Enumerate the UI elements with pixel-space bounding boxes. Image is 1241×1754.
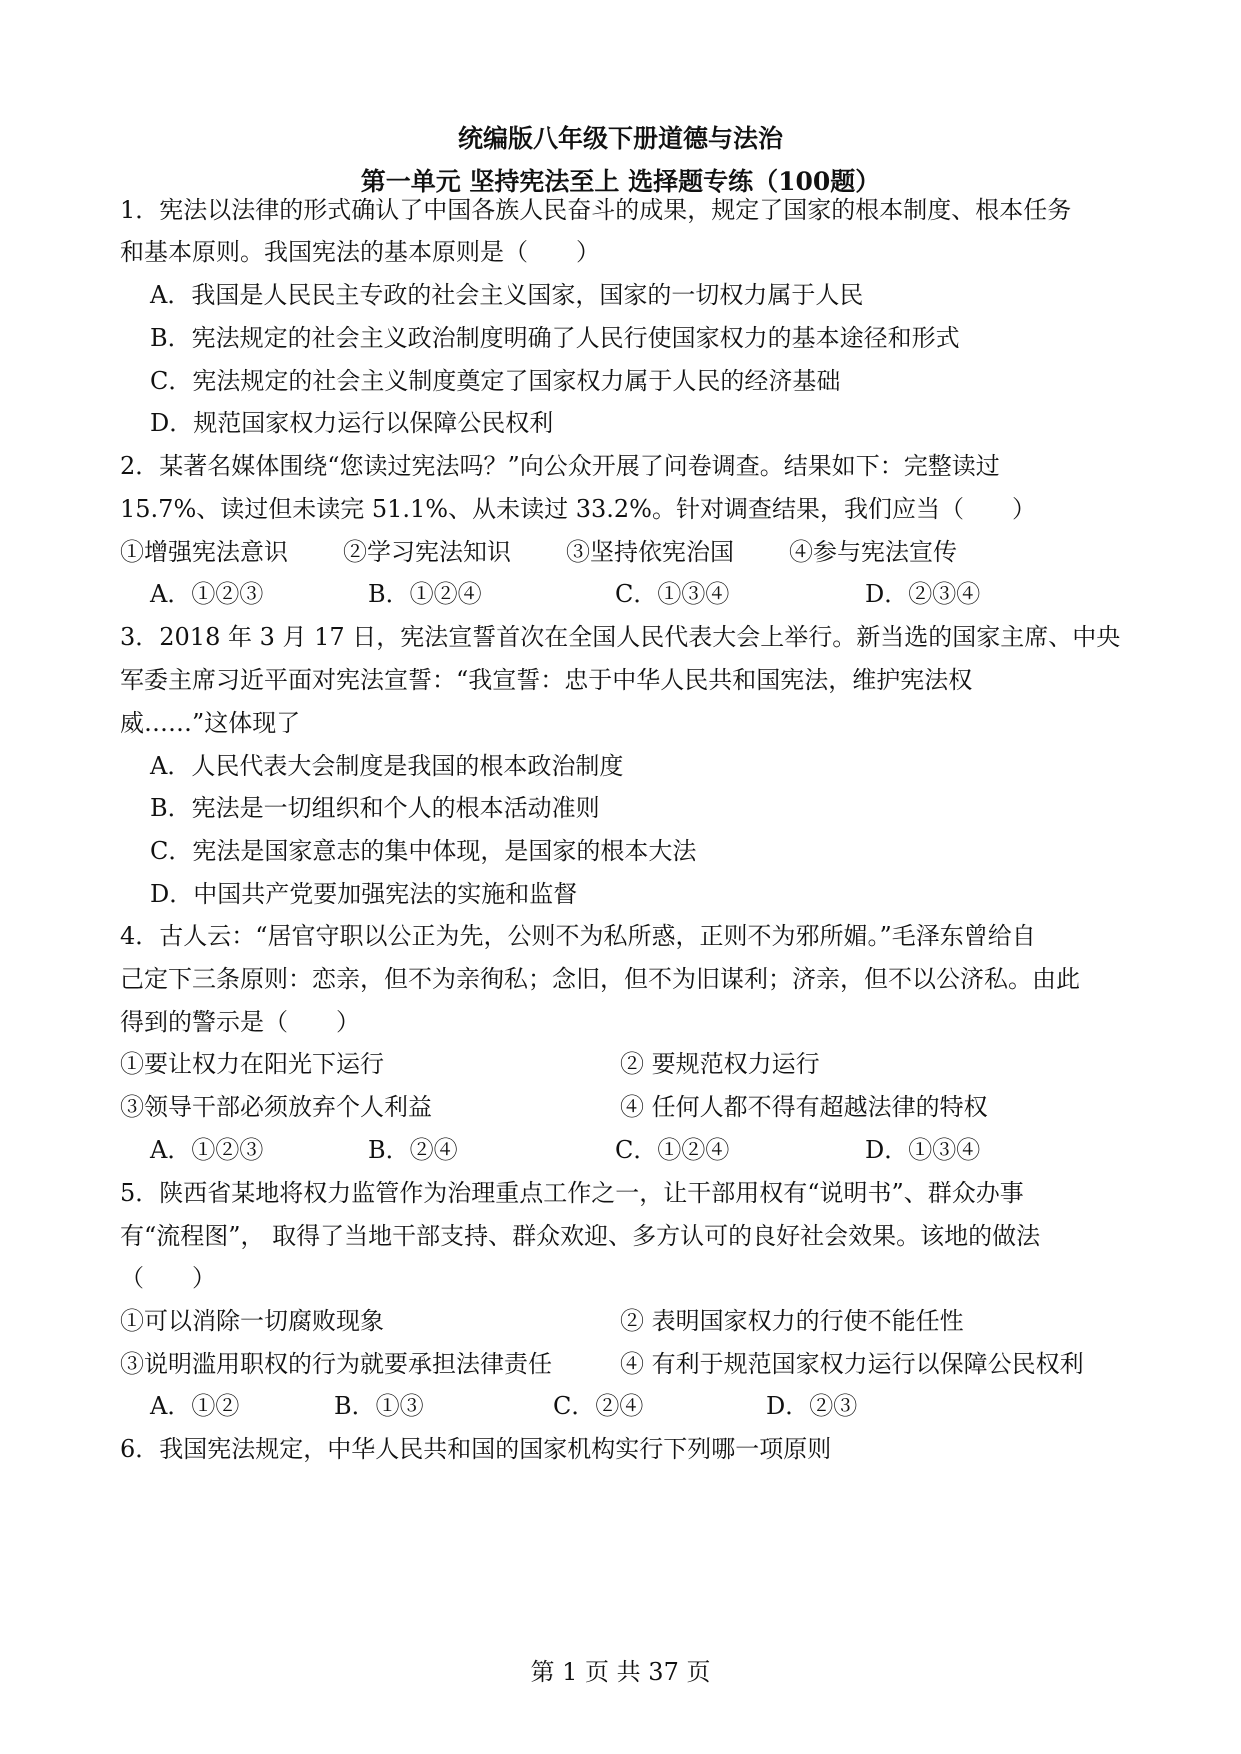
q4-stem-line-1: 4．古人云：“居官守职以公正为先，公则不为私所惑，正则不为邪所媚。”毛泽东曾给自: [120, 922, 1036, 950]
q5-choice-d: D．②③: [766, 1392, 858, 1420]
q3-option-c: C．宪法是国家意志的集中体现，是国家的根本大法: [150, 837, 697, 865]
q3-stem-line-3: 威……”这体现了: [120, 709, 301, 737]
q2-choice-b: B．①②④: [368, 580, 482, 608]
q5-item-3: ③说明滥用职权的行为就要承担法律责任: [120, 1350, 552, 1378]
page-footer: 第 1 页 共 37 页: [530, 1658, 711, 1686]
q5-item-1: ①可以消除一切腐败现象: [120, 1307, 384, 1335]
q5-stem-line-2: 有“流程图”， 取得了当地干部支持、群众欢迎、多方认可的良好社会效果。该地的做法: [120, 1222, 1041, 1250]
q5-choice-c: C．②④: [553, 1392, 644, 1420]
q1-stem-line-2: 和基本原则。我国宪法的基本原则是（ ）: [120, 238, 600, 266]
q5-choice-b: B．①③: [334, 1392, 424, 1420]
document-subtitle: 第一单元 坚持宪法至上 选择题专练（100题）: [360, 167, 881, 196]
q1-option-d: D．规范国家权力运行以保障公民权利: [150, 409, 554, 437]
q2-choice-c: C．①③④: [615, 580, 730, 608]
q2-item-1: ①增强宪法意识: [120, 538, 288, 566]
q3-option-b: B．宪法是一切组织和个人的根本活动准则: [150, 794, 600, 822]
q3-option-a: A．人民代表大会制度是我国的根本政治制度: [150, 752, 624, 780]
q4-item-2: ② 要规范权力运行: [620, 1050, 820, 1078]
q4-choice-c: C．①②④: [615, 1136, 730, 1164]
q4-stem-line-2: 己定下三条原则：恋亲，但不为亲徇私；念旧，但不为旧谋利；济亲，但不以公济私。由此: [120, 965, 1080, 993]
q4-choice-a: A．①②③: [150, 1136, 264, 1164]
q4-stem-line-3: 得到的警示是（ ）: [120, 1008, 360, 1036]
q1-option-c: C．宪法规定的社会主义制度奠定了国家权力属于人民的经济基础: [150, 367, 841, 395]
q4-choice-d: D．①③④: [865, 1136, 981, 1164]
q1-option-a: A．我国是人民民主专政的社会主义国家，国家的一切权力属于人民: [150, 281, 864, 309]
q2-choice-a: A．①②③: [150, 580, 264, 608]
q4-item-1: ①要让权力在阳光下运行: [120, 1050, 384, 1078]
q2-item-2: ②学习宪法知识: [343, 538, 511, 566]
q5-stem-line-3: （ ）: [120, 1264, 216, 1292]
q5-item-2: ② 表明国家权力的行使不能任性: [620, 1307, 964, 1335]
q1-stem-line-1: 1．宪法以法律的形式确认了中国各族人民奋斗的成果，规定了国家的根本制度、根本任务: [120, 196, 1072, 224]
q2-stem-line-1: 2．某著名媒体围绕“您读过宪法吗？”向公众开展了问卷调查。结果如下：完整读过: [120, 452, 1000, 480]
q2-item-4: ④参与宪法宣传: [789, 538, 957, 566]
q5-item-4: ④ 有利于规范国家权力运行以保障公民权利: [620, 1350, 1084, 1378]
q2-choice-d: D．②③④: [865, 580, 981, 608]
q3-option-d: D．中国共产党要加强宪法的实施和监督: [150, 880, 578, 908]
q3-stem-line-1: 3．2018 年 3 月 17 日，宪法宣誓首次在全国人民代表大会上举行。新当选的国家主席、中央: [120, 623, 1121, 651]
q4-item-3: ③领导干部必须放弃个人利益: [120, 1093, 432, 1121]
q2-item-3: ③坚持依宪治国: [566, 538, 734, 566]
q2-stem-line-2: 15.7%、读过但未读完 51.1%、从未读过 33.2%。针对调查结果，我们应当（ ）: [120, 495, 1036, 523]
q6-stem-line-1: 6．我国宪法规定，中华人民共和国的国家机构实行下列哪一项原则: [120, 1435, 832, 1463]
document-title: 统编版八年级下册道德与法治: [457, 124, 783, 153]
q4-choice-b: B．②④: [368, 1136, 458, 1164]
q1-option-b: B．宪法规定的社会主义政治制度明确了人民行使国家权力的基本途径和形式: [150, 324, 960, 352]
q5-choice-a: A．①②: [150, 1392, 240, 1420]
q3-stem-line-2: 军委主席习近平面对宪法宣誓：“我宣誓：忠于中华人民共和国宪法，维护宪法权: [120, 666, 973, 694]
q4-item-4: ④ 任何人都不得有超越法律的特权: [620, 1093, 988, 1121]
q5-stem-line-1: 5．陕西省某地将权力监管作为治理重点工作之一，让干部用权有“说明书”、群众办事: [120, 1179, 1024, 1207]
